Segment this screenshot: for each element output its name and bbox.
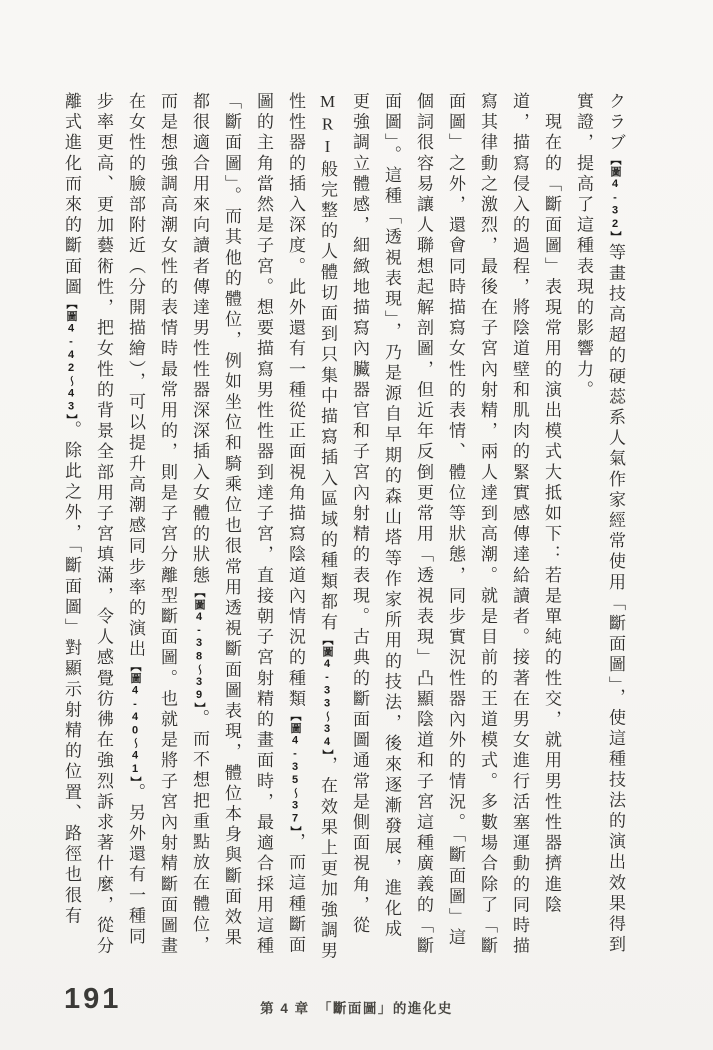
text-run: 等畫技高超的硬蕊系人氣作家經常使用「斷面圖」，使這種技法的演出效果得到 bbox=[606, 243, 625, 956]
text-run: 實證，提高了這種表現的影響力。 bbox=[574, 92, 593, 401]
text-run: 現在的「斷面圖」表現常用的演出模式大抵如下：若是單純的性交，就用男性性器擠進陰 bbox=[542, 92, 561, 916]
figure-reference: 【圖4-35〜37】 bbox=[289, 710, 301, 833]
text-run: 「斷面圖」。而其他的體位，例如坐位和騎乘位也很常用透視斷面圖表現，體位本身與斷面效果 bbox=[222, 92, 241, 949]
body-text bbox=[55, 92, 631, 963]
text-column-4 bbox=[471, 92, 503, 958]
text-column-8 bbox=[343, 92, 375, 940]
text-run: 。除此之外，「斷面圖」對顯示射精的位置、路徑也很有 bbox=[62, 420, 81, 927]
text-column-9 bbox=[311, 92, 343, 963]
text-run: MRI般完整的人體切面到只集中描寫插入區域的種類都有 bbox=[318, 92, 337, 634]
text-column-0 bbox=[599, 92, 631, 956]
text-run: 性性器的插入深度。此外還有一種從正面視角描寫陰道內情況的種類 bbox=[286, 92, 305, 710]
text-run: 。另外還有一種同 bbox=[126, 782, 145, 948]
text-run: 而是想強調高潮女性的表情時最常用的，則是子宮分離型斷面圖。也就是將子宮內射精斷面圖畫 bbox=[158, 92, 177, 958]
figure-reference: 【圖4-38〜39】 bbox=[193, 586, 205, 709]
text-run: 圖的主角當然是子宮。想要描寫男性性器到達子宮，直接朝子宮射精的畫面時，最適合採用這種 bbox=[254, 92, 273, 958]
figure-reference: 【圖4-42〜43】 bbox=[65, 298, 77, 421]
text-run: ，在效果上更加強調男 bbox=[318, 756, 337, 963]
text-run: 個詞很容易讓人聯想起解剖圖，但近年反倒更常用「透視表現」凸顯陰道和子宮這種廣義的「斷 bbox=[414, 92, 433, 958]
text-column-12 bbox=[215, 92, 247, 949]
text-run: 。而不想把重點放在體位， bbox=[190, 708, 209, 957]
footer-chapter-title: 第 4 章 「斷面圖」的進化史 bbox=[260, 1001, 453, 1016]
text-run: ，而這種斷面 bbox=[286, 832, 305, 957]
text-run: クラブ bbox=[606, 92, 625, 154]
text-run: 更強調立體感，細緻地描寫內臟器官和子宮內射精的表現。古典的斷面圖通常是側面視角，從 bbox=[350, 92, 369, 937]
text-column-13 bbox=[183, 92, 215, 957]
text-run: 離式進化而來的斷面圖 bbox=[62, 92, 81, 298]
text-column-16 bbox=[87, 92, 119, 958]
figure-reference: 【圖4-32】 bbox=[609, 153, 621, 244]
text-column-3 bbox=[503, 92, 535, 958]
text-column-6 bbox=[407, 92, 439, 958]
text-column-2 bbox=[535, 92, 567, 940]
text-run: 寫其律動之激烈，最後在子宮內射精，兩人達到高潮。就是目前的王道模式。多數場合除了「斷 bbox=[478, 92, 497, 958]
figure-reference: 【圖4-33〜34】 bbox=[321, 633, 333, 757]
text-run: 都很適合用來向讀者傳達男性性器深深插入女體的狀態 bbox=[190, 92, 209, 587]
text-run: 步率更高、更加藝術性，把女性的背景全部用子宮填滿，令人感覺彷彿在強烈訴求著什麼，從分 bbox=[94, 92, 113, 958]
text-run: 面圖」。這種「透視表現」，乃是源自早期的森山塔等作家所用的技法，後來逐漸發展，進化成 bbox=[382, 92, 401, 941]
text-column-7 bbox=[375, 92, 407, 940]
page-number: 191 bbox=[64, 983, 122, 1015]
text-column-1 bbox=[567, 92, 599, 940]
text-column-17 bbox=[55, 92, 87, 940]
figure-reference: 【圖4-40〜41】 bbox=[129, 660, 141, 783]
text-column-14 bbox=[151, 92, 183, 958]
text-column-5 bbox=[439, 92, 471, 949]
text-run: 道，描寫侵入的過程，將陰道壁和肌肉的緊實感傳達給讀者。接著在男女進行活塞運動的同時描 bbox=[510, 92, 529, 958]
text-column-11 bbox=[247, 92, 279, 958]
text-run: 在女性的臉部附近（分開描繪），可以提升高潮感同步率的演出 bbox=[126, 92, 145, 661]
text-column-10 bbox=[279, 92, 311, 957]
text-run: 面圖」之外，還會同時描寫女性的表情、體位等狀態，同步實況性器內外的情況。「斷面圖」這 bbox=[446, 92, 465, 949]
text-column-15 bbox=[119, 92, 151, 948]
